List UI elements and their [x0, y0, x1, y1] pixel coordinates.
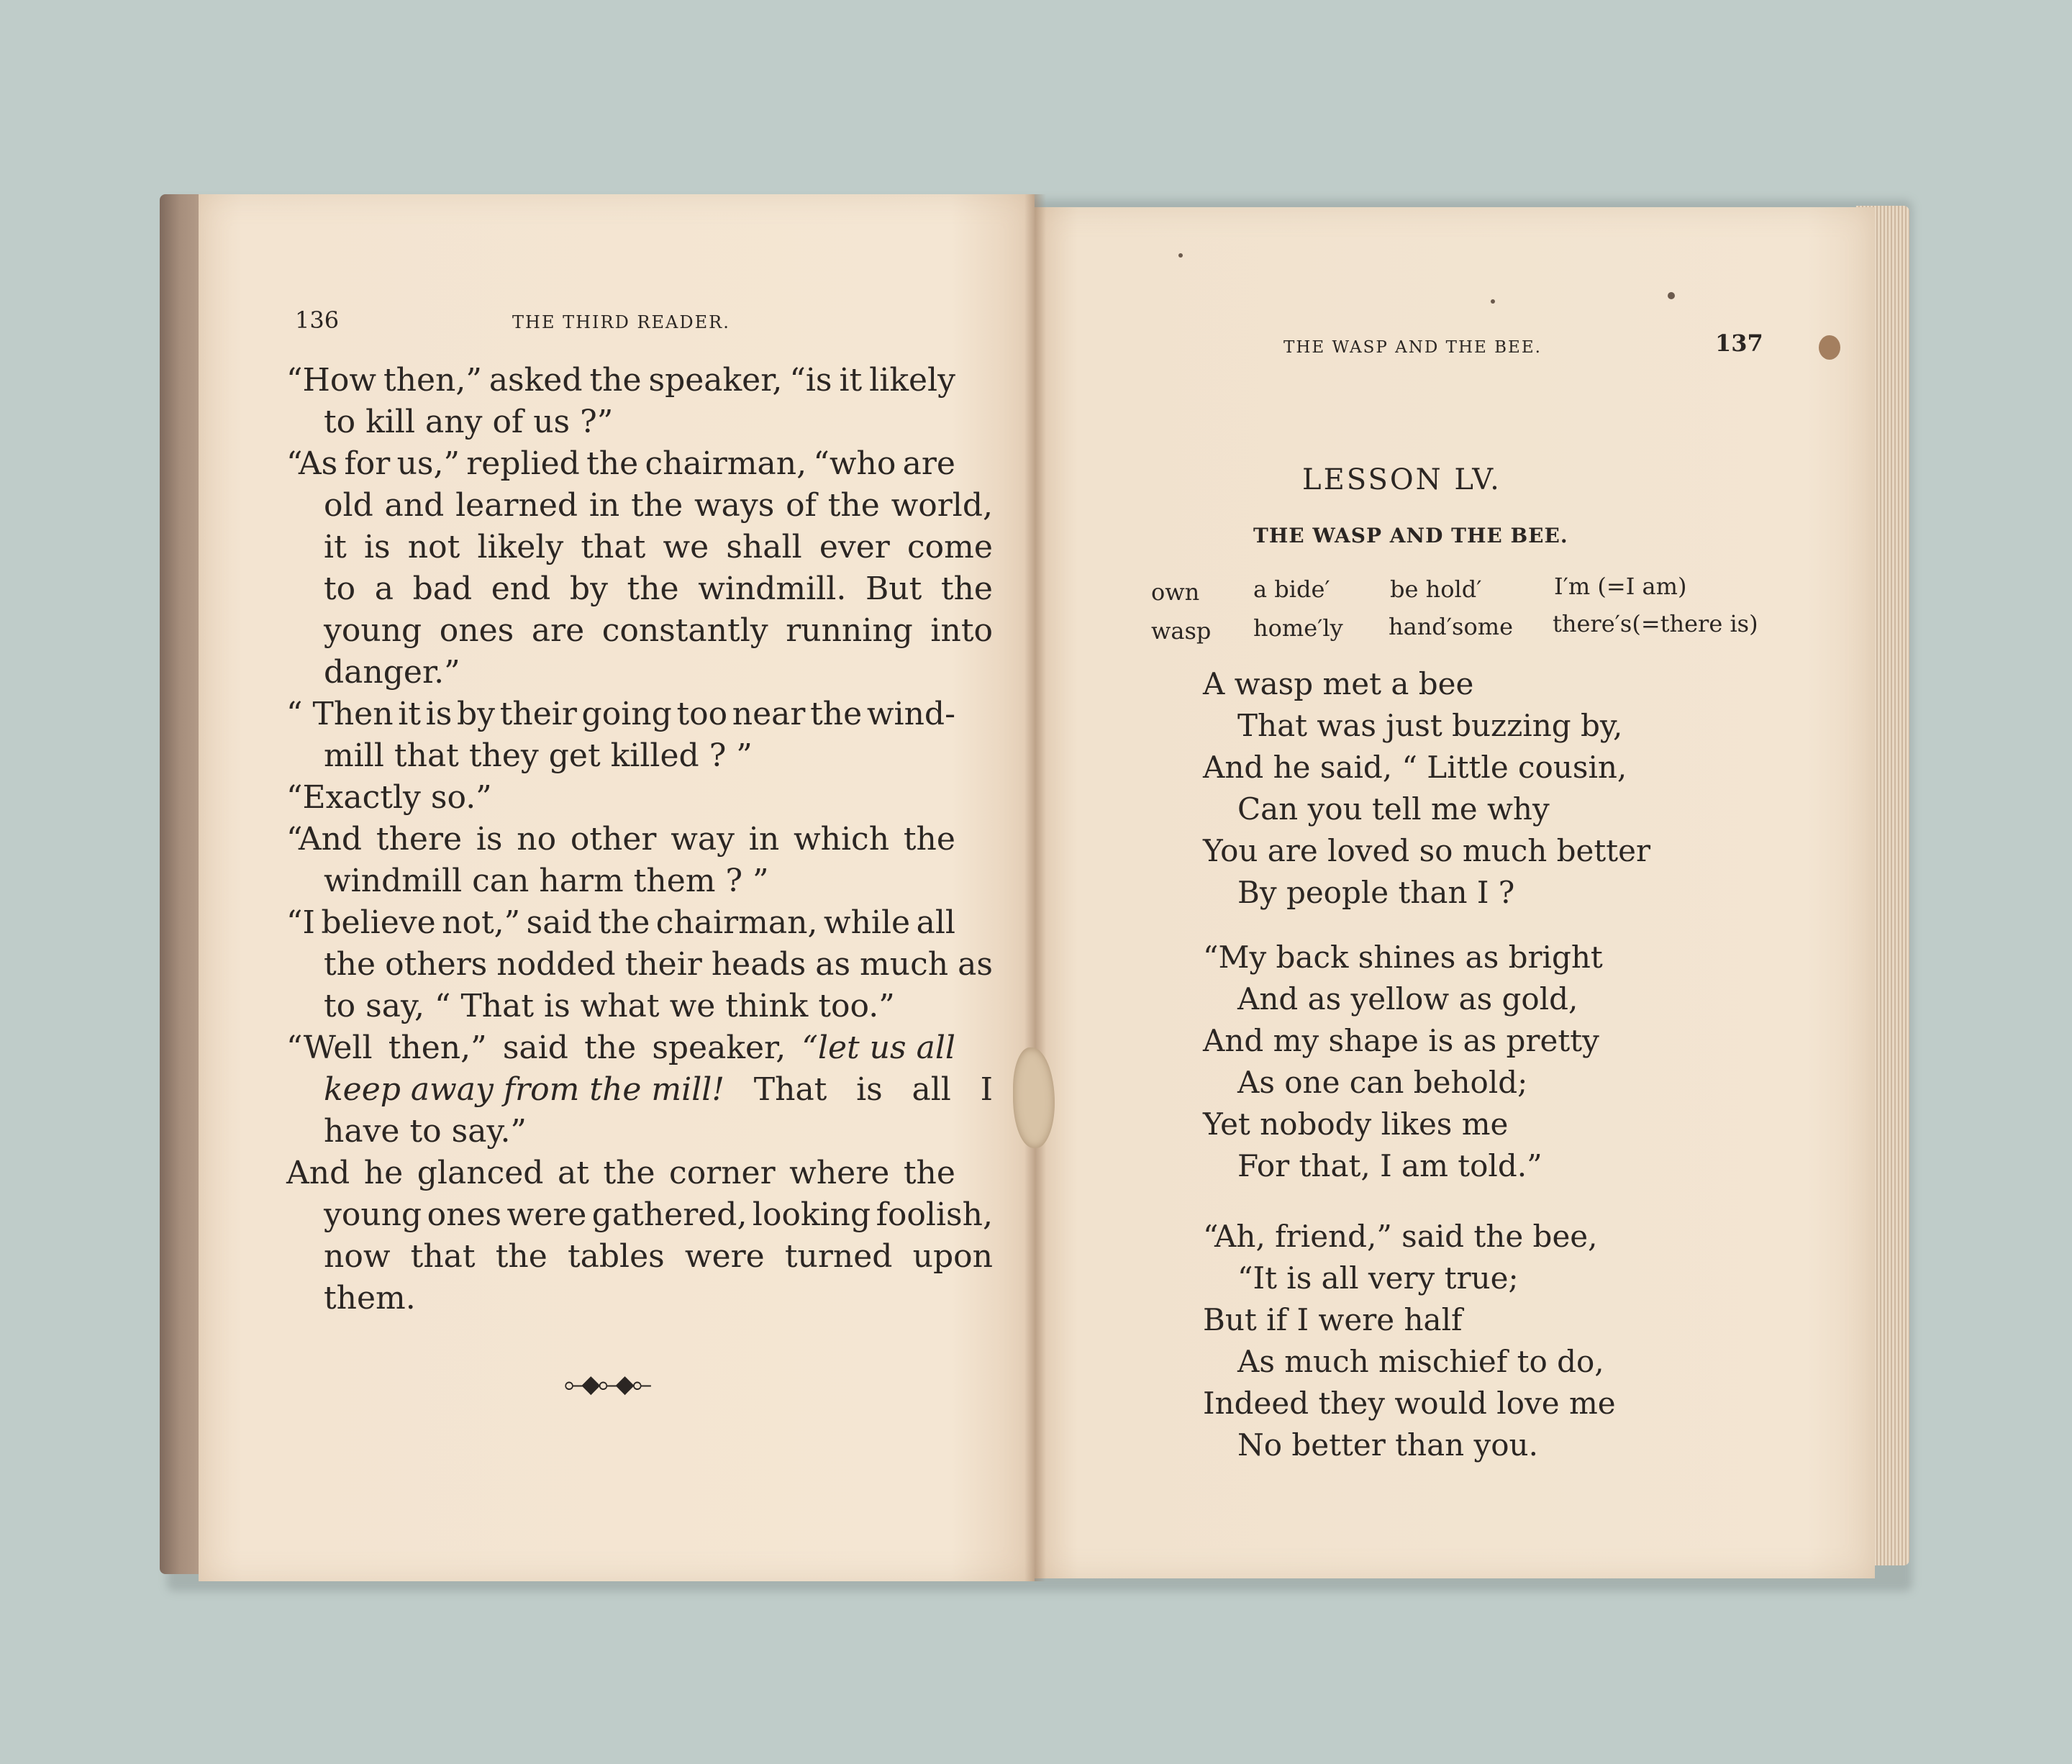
text-line: danger.” [324, 654, 460, 691]
vocab-word: hand′some [1389, 613, 1514, 640]
word: way [671, 821, 735, 858]
text-line: windmill can harm them ? ” [324, 863, 769, 899]
vocab-word: wasp [1151, 617, 1212, 645]
running-head-left: THE THIRD READER. [512, 312, 730, 332]
text-line [286, 485, 993, 527]
word: at [557, 1155, 589, 1191]
poem-line: No better than you. [1237, 1427, 1538, 1463]
poem-line: “Ah, friend,” said the bee, [1203, 1219, 1598, 1254]
word: for [344, 445, 391, 482]
word: were [506, 1196, 587, 1233]
word: windmill. [698, 570, 847, 607]
word: glanced [417, 1155, 544, 1191]
word: their [499, 696, 577, 732]
word: ones [439, 612, 514, 649]
word: as [815, 946, 851, 983]
text-line: mill that they get killed ? ” [324, 737, 753, 774]
word: there [376, 821, 463, 858]
word: “I [286, 904, 315, 941]
word: I [980, 1071, 993, 1108]
word: “who [813, 445, 896, 482]
word: were [684, 1238, 765, 1275]
word: their [624, 946, 702, 983]
word: replied [466, 445, 580, 482]
word: wind- [866, 696, 955, 732]
poem-line: And he said, “ Little cousin, [1203, 750, 1627, 785]
word: “let us all [801, 1029, 955, 1066]
word: by [569, 570, 608, 607]
text-line [286, 1194, 993, 1236]
word: learned [455, 487, 578, 524]
word: that [581, 529, 646, 565]
word: the [631, 487, 683, 524]
ornament-divider: ⟜◆⟜◆⟜ [564, 1370, 650, 1399]
word: much [860, 946, 949, 983]
word: end [491, 570, 551, 607]
poem-line: By people than I ? [1237, 875, 1515, 910]
word: speaker, [652, 1029, 786, 1066]
poem-line: “It is all very true; [1237, 1260, 1519, 1296]
word: “And [286, 821, 363, 858]
poem-line: Can you tell me why [1237, 791, 1550, 827]
word: looking [752, 1196, 871, 1233]
poem-stanza [1203, 937, 1603, 1187]
poem-line: And as yellow as gold, [1237, 981, 1578, 1017]
word: of [786, 487, 817, 524]
word: And [286, 1155, 350, 1191]
word: upon [912, 1238, 993, 1275]
speck [1668, 292, 1675, 299]
word: likely [869, 362, 955, 399]
word: world, [891, 487, 993, 524]
text-line [286, 1236, 993, 1278]
word: That [753, 1071, 827, 1108]
word: corner [669, 1155, 776, 1191]
word: not,” [442, 904, 521, 941]
word: chairman, [655, 904, 818, 941]
word: nodded [496, 946, 616, 983]
vocab-word: home′ly [1253, 614, 1343, 642]
word: not [407, 529, 460, 565]
word: foolish, [876, 1196, 993, 1233]
vocab-word: I′m (=I am) [1554, 573, 1687, 600]
word: “As [286, 445, 338, 482]
word: the [627, 570, 679, 607]
word: the [584, 1029, 637, 1066]
word: the [603, 1155, 655, 1191]
word: then,” [388, 1029, 487, 1066]
poem-stanza [1203, 663, 1650, 914]
poem-line: You are loved so much better [1203, 833, 1651, 868]
word: by [456, 696, 496, 732]
word: others [385, 946, 488, 983]
word: a [374, 570, 394, 607]
vocab-word: there′s(=there is) [1553, 610, 1758, 637]
text-line [286, 819, 955, 860]
poem-line: Yet nobody likes me [1203, 1106, 1509, 1142]
poem-line: That was just buzzing by, [1237, 708, 1623, 743]
word: is [425, 696, 453, 732]
text-line: them. [324, 1280, 416, 1317]
word: and [384, 487, 445, 524]
word: the [324, 946, 376, 983]
word: it [398, 696, 421, 732]
word: keep away from the mill! [324, 1071, 725, 1108]
word: the [940, 570, 993, 607]
poem-line: As one can behold; [1237, 1065, 1528, 1100]
text-line [286, 443, 955, 485]
word: ones [427, 1196, 502, 1233]
text-line [286, 360, 955, 401]
vocab-word: own [1151, 578, 1200, 606]
poem-line: “My back shines as bright [1203, 940, 1603, 975]
word: “How [286, 362, 377, 399]
word: is [856, 1071, 883, 1108]
word: near [732, 696, 806, 732]
word: the [827, 487, 880, 524]
poem-stanza [1203, 1216, 1616, 1466]
poem-line: For that, I am told.” [1237, 1148, 1542, 1183]
word: ways [694, 487, 775, 524]
text-line: to kill any of us ?” [324, 404, 614, 440]
word: running [786, 612, 913, 649]
speck [1491, 299, 1495, 304]
page-number-left: 136 [295, 306, 340, 334]
word: “Well [286, 1029, 373, 1066]
gutter [1024, 194, 1046, 1581]
stain-spot [1819, 335, 1840, 360]
word: bad [412, 570, 473, 607]
word: turned [784, 1238, 893, 1275]
word: the [903, 1155, 955, 1191]
word: no [517, 821, 557, 858]
running-head-right: THE WASP AND THE BEE. [1283, 338, 1542, 357]
page-number-right: 137 [1715, 329, 1763, 357]
word: the [598, 904, 650, 941]
speck [1178, 253, 1183, 258]
word: is [476, 821, 503, 858]
word: believe [321, 904, 436, 941]
poem-line: A wasp met a bee [1203, 666, 1474, 701]
poem-line: And my shape is as pretty [1203, 1023, 1599, 1058]
word: said [502, 1029, 568, 1066]
word: young [324, 1196, 422, 1233]
word: too [676, 696, 728, 732]
word: the [495, 1238, 547, 1275]
poem-line: Indeed they would love me [1203, 1386, 1616, 1421]
word: old [324, 487, 373, 524]
text-line [286, 902, 955, 944]
word: asked [489, 362, 583, 399]
word: then,” [383, 362, 482, 399]
word: heads [711, 946, 806, 983]
word: going [581, 696, 672, 732]
vocab-word: a bide′ [1253, 576, 1330, 603]
word: come [907, 529, 993, 565]
text-line [286, 527, 993, 568]
word: us,” [396, 445, 460, 482]
word: all [916, 904, 955, 941]
word: it [324, 529, 347, 565]
text-line [286, 1027, 955, 1069]
word: are [902, 445, 955, 482]
word: young [324, 612, 422, 649]
word: likely [477, 529, 564, 565]
text-line [286, 1152, 955, 1194]
word: the [586, 445, 639, 482]
word: where [789, 1155, 890, 1191]
lesson-title: THE WASP AND THE BEE. [1253, 524, 1568, 547]
word: while [823, 904, 911, 941]
word: ever [819, 529, 890, 565]
word: But [865, 570, 922, 607]
word: now [324, 1238, 391, 1275]
word: the [903, 821, 955, 858]
poem-line: But if I were half [1203, 1302, 1463, 1337]
left-page-text [286, 360, 993, 1319]
word: we [663, 529, 709, 565]
word: he [363, 1155, 404, 1191]
word: is [363, 529, 391, 565]
word: said [526, 904, 592, 941]
word: other [570, 821, 657, 858]
word: into [930, 612, 993, 649]
text-line [286, 568, 993, 610]
vocab-word: be hold′ [1390, 576, 1482, 603]
word: all [912, 1071, 951, 1108]
word: constantly [601, 612, 768, 649]
word: “ Then [286, 696, 394, 732]
text-line: “Exactly so.” [286, 779, 492, 816]
text-line [286, 610, 993, 652]
word: speaker, [648, 362, 783, 399]
word: chairman, [645, 445, 807, 482]
word: in [748, 821, 780, 858]
word: gathered, [591, 1196, 748, 1233]
word: in [589, 487, 620, 524]
text-line: to say, “ That is what we think too.” [324, 988, 895, 1024]
word: it [839, 362, 863, 399]
word: the [810, 696, 863, 732]
text-line [286, 944, 993, 986]
word: the [589, 362, 642, 399]
word: that [410, 1238, 476, 1275]
word: as [958, 946, 993, 983]
word: which [793, 821, 890, 858]
word: tables [567, 1238, 665, 1275]
word: “is [789, 362, 832, 399]
word: are [531, 612, 585, 649]
poem-line: As much mischief to do, [1237, 1344, 1604, 1379]
text-line [286, 1069, 993, 1111]
word: to [324, 570, 356, 607]
lesson-heading: LESSON LV. [1302, 463, 1501, 496]
word: shall [726, 529, 802, 565]
text-line [286, 694, 955, 735]
text-line: have to say.” [324, 1113, 527, 1150]
